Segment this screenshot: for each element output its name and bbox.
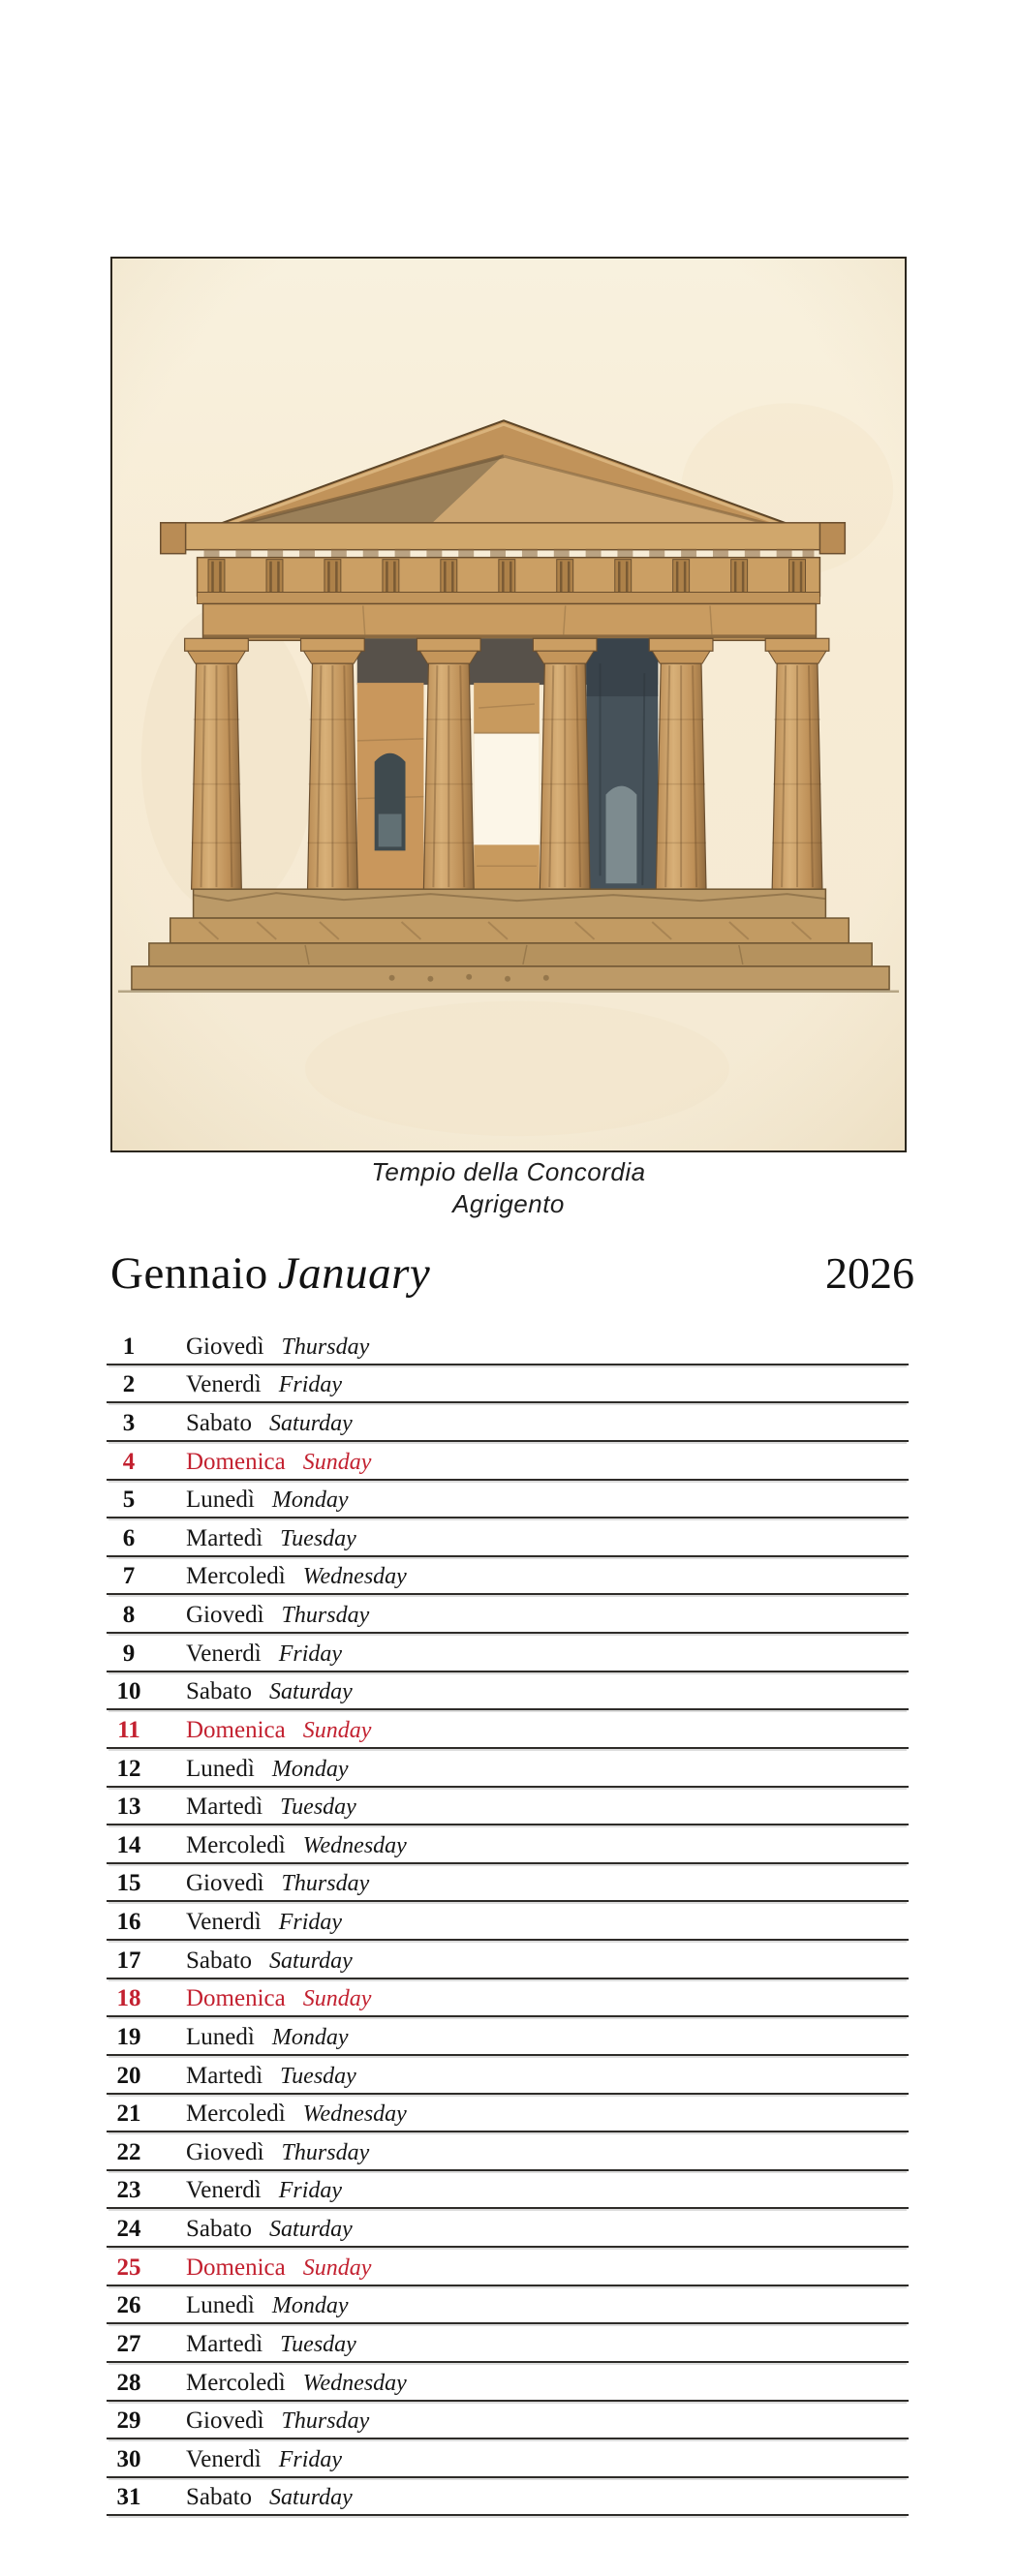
day-number: 30 xyxy=(116,2445,141,2472)
day-name-english: Saturday xyxy=(269,1410,353,1436)
day-name-english: Sunday xyxy=(302,1717,372,1743)
day-name-italian: Domenica xyxy=(186,1716,286,1743)
day-row xyxy=(107,1749,909,1788)
day-name-english: Wednesday xyxy=(302,1832,407,1858)
day-row xyxy=(107,2402,909,2440)
day-row xyxy=(107,1672,909,1711)
day-name-english: Monday xyxy=(271,2293,349,2319)
caption-title: Tempio della Concordia xyxy=(371,1157,646,1186)
day-number: 23 xyxy=(116,2177,141,2204)
day-row xyxy=(107,2017,909,2056)
day-row xyxy=(107,1941,909,1979)
day-name-italian: Sabato xyxy=(186,2216,253,2242)
day-name-english: Saturday xyxy=(269,1947,353,1974)
day-name-italian: Domenica xyxy=(186,1985,286,2012)
day-name-english: Sunday xyxy=(302,1449,372,1475)
day-name-italian: Lunedì xyxy=(186,1755,255,1782)
day-number: 27 xyxy=(116,2330,141,2357)
temple-illustration xyxy=(112,259,905,1150)
day-name-italian: Giovedì xyxy=(186,1870,264,1897)
artwork-frame xyxy=(110,257,907,1152)
day-name-italian: Lunedì xyxy=(186,1487,255,1514)
day-row xyxy=(107,2363,909,2402)
day-name-english: Wednesday xyxy=(302,2370,407,2396)
day-row xyxy=(107,1634,909,1672)
day-number: 26 xyxy=(116,2292,141,2319)
day-number: 19 xyxy=(116,2023,141,2050)
day-name-english: Thursday xyxy=(281,2139,370,2165)
day-number: 25 xyxy=(116,2254,141,2281)
day-number: 14 xyxy=(116,1831,141,1858)
day-number: 4 xyxy=(122,1448,136,1475)
day-name-english: Thursday xyxy=(281,1334,370,1360)
day-name-english: Friday xyxy=(278,2446,343,2472)
day-number: 20 xyxy=(116,2062,141,2089)
artwork-caption xyxy=(110,1156,907,1220)
day-name-english: Friday xyxy=(278,1910,343,1935)
day-name-italian: Mercoledì xyxy=(186,1563,286,1590)
day-number: 10 xyxy=(116,1678,141,1705)
day-name-italian: Venerdì xyxy=(186,1909,262,1935)
month-name-italian: Gennaio xyxy=(110,1248,268,1299)
day-name-english: Monday xyxy=(271,1756,349,1782)
day-name-italian: Mercoledì xyxy=(186,1831,286,1858)
month-header xyxy=(110,1249,914,1298)
temple-architrave xyxy=(203,603,817,640)
day-name-italian: Domenica xyxy=(186,2254,286,2281)
day-number: 31 xyxy=(116,2484,141,2511)
day-row xyxy=(107,2248,909,2286)
day-name-italian: Lunedì xyxy=(186,2023,255,2050)
day-name-italian: Sabato xyxy=(186,1678,253,1705)
day-name-italian: Martedì xyxy=(186,2062,263,2089)
temple-steps xyxy=(118,889,899,992)
day-number: 29 xyxy=(116,2407,141,2435)
day-number: 28 xyxy=(116,2369,141,2396)
day-name-english: Wednesday xyxy=(302,2101,407,2128)
day-row xyxy=(107,1518,909,1557)
day-row xyxy=(107,1595,909,1634)
day-number: 8 xyxy=(122,1602,136,1628)
day-name-italian: Lunedì xyxy=(186,2292,255,2319)
day-name-italian: Martedì xyxy=(186,1524,263,1551)
day-number: 17 xyxy=(116,1947,141,1974)
day-number: 2 xyxy=(122,1371,136,1398)
day-name-italian: Venerdì xyxy=(186,2445,262,2472)
day-row xyxy=(107,1365,909,1404)
day-number: 6 xyxy=(122,1524,136,1551)
day-name-italian: Sabato xyxy=(186,1409,253,1436)
day-row xyxy=(107,1788,909,1826)
day-name-italian: Martedì xyxy=(186,1794,263,1821)
temple-frieze xyxy=(198,558,820,611)
day-number: 16 xyxy=(116,1909,141,1935)
day-name-english: Saturday xyxy=(269,1679,353,1705)
day-name-italian: Domenica xyxy=(186,1448,286,1475)
day-name-italian: Giovedì xyxy=(186,1602,264,1628)
day-number: 11 xyxy=(117,1716,140,1743)
day-row xyxy=(107,1825,909,1864)
day-number: 9 xyxy=(122,1640,136,1667)
day-name-english: Friday xyxy=(278,1372,343,1398)
day-name-english: Tuesday xyxy=(280,1794,356,1821)
day-name-english: Monday xyxy=(271,2024,349,2050)
day-number: 5 xyxy=(122,1487,136,1514)
day-row xyxy=(107,2056,909,2095)
day-name-english: Thursday xyxy=(281,2408,370,2435)
day-number: 15 xyxy=(116,1870,141,1897)
day-name-italian: Mercoledì xyxy=(186,2369,286,2396)
day-name-italian: Sabato xyxy=(186,1947,253,1974)
day-row xyxy=(107,2171,909,2210)
day-name-italian: Martedì xyxy=(186,2330,263,2357)
day-number: 18 xyxy=(116,1985,141,2012)
day-row xyxy=(107,1902,909,1941)
day-name-english: Saturday xyxy=(269,2217,353,2242)
day-row xyxy=(107,2095,909,2133)
day-row xyxy=(107,2209,909,2248)
day-name-english: Sunday xyxy=(302,1986,372,2012)
day-name-italian: Venerdì xyxy=(186,1640,262,1667)
day-name-italian: Giovedì xyxy=(186,2407,264,2435)
day-name-italian: Giovedì xyxy=(186,2138,264,2165)
day-number: 21 xyxy=(116,2101,141,2128)
day-row xyxy=(107,1710,909,1749)
day-name-italian: Mercoledì xyxy=(186,2101,286,2128)
day-name-english: Friday xyxy=(278,1641,343,1667)
day-number: 12 xyxy=(116,1755,141,1782)
day-row xyxy=(107,1481,909,1519)
day-row xyxy=(107,2478,909,2517)
day-number: 24 xyxy=(116,2216,141,2242)
day-name-italian: Giovedì xyxy=(186,1333,264,1360)
day-name-english: Tuesday xyxy=(280,1525,356,1551)
day-name-english: Saturday xyxy=(269,2485,353,2511)
day-name-english: Wednesday xyxy=(302,1564,407,1590)
year-label: 2026 xyxy=(825,1248,914,1298)
day-number: 1 xyxy=(122,1333,136,1360)
day-name-english: Tuesday xyxy=(280,2331,356,2357)
day-name-italian: Sabato xyxy=(186,2484,253,2511)
day-row xyxy=(107,2132,909,2171)
day-row xyxy=(107,1979,909,2018)
day-name-english: Thursday xyxy=(281,1603,370,1628)
month-title xyxy=(110,1249,430,1298)
day-row xyxy=(107,1557,909,1596)
day-name-english: Thursday xyxy=(281,1871,370,1897)
day-name-italian: Venerdì xyxy=(186,2177,262,2204)
day-number: 7 xyxy=(122,1563,136,1590)
day-number: 22 xyxy=(116,2138,141,2165)
day-row xyxy=(107,2324,909,2363)
day-row xyxy=(107,1327,909,1365)
day-name-english: Tuesday xyxy=(280,2063,356,2089)
day-row xyxy=(107,1403,909,1442)
day-number: 3 xyxy=(122,1409,136,1436)
month-name-english: January xyxy=(277,1248,431,1299)
day-number: 13 xyxy=(116,1794,141,1821)
day-name-italian: Venerdì xyxy=(186,1371,262,1398)
temple-cella xyxy=(357,638,658,891)
day-row xyxy=(107,2439,909,2478)
day-name-english: Friday xyxy=(278,2178,343,2204)
day-row xyxy=(107,1864,909,1903)
day-name-english: Sunday xyxy=(302,2254,372,2281)
day-row xyxy=(107,1442,909,1481)
day-row xyxy=(107,2286,909,2325)
caption-location: Agrigento xyxy=(452,1189,565,1218)
day-name-english: Monday xyxy=(271,1487,349,1514)
day-list xyxy=(107,1327,909,2516)
